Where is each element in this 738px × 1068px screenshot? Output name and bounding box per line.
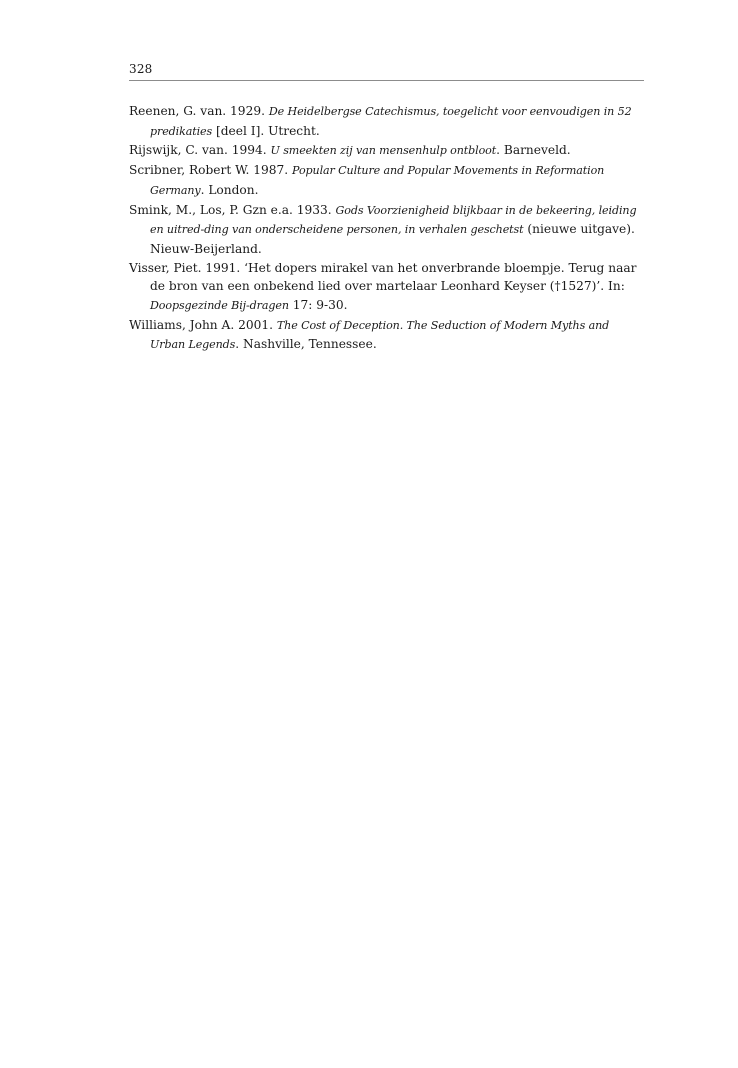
reference-title: Gods Voorzienigheid blijkbaar in de bekeering, leiding en uitred-ding van onderscheidene personen, in verhalen geschetst <box>150 203 637 237</box>
reference-title: The Cost of Deception. The Seduction of Modern Myths and Urban Legends <box>150 318 610 352</box>
reference-entry <box>129 102 644 141</box>
reference-entry <box>129 161 644 200</box>
reference-author-year: Smink, M., Los, P. Gzn e.a. 1933. <box>129 202 336 217</box>
reference-details: (nieuwe uitgave). Nieuw-Beijerland. <box>150 222 635 256</box>
reference-author-year: Reenen, G. van. 1929. <box>129 104 269 118</box>
reference-entry <box>129 259 644 316</box>
reference-details: 17: 9-30. <box>288 298 348 313</box>
reference-author-year: Visser, Piet. 1991. ‘Het dopers mirakel van het onverbrande bloempje. Terug naar de bron van een onbekend lied over martelaar Leonhard Keyser (†1527)’. In: <box>129 260 637 294</box>
reference-author-year: Scribner, Robert W. 1987. <box>129 163 293 178</box>
reference-list <box>129 102 644 355</box>
reference-entry <box>129 316 644 355</box>
page-number: 328 <box>129 62 153 76</box>
reference-title: Popular Culture and Popular Movements in Reformation Germany <box>150 164 605 197</box>
reference-details: [deel I]. Utrecht. <box>212 123 320 138</box>
reference-entry <box>129 141 644 161</box>
reference-entry <box>129 201 644 259</box>
reference-details: . Nashville, Tennessee. <box>235 337 377 352</box>
reference-author-year: Rijswijk, C. van. 1994. <box>129 143 271 158</box>
reference-details: . Barneveld. <box>496 143 571 158</box>
reference-title: De Heidelbergse Catechismus, toegelicht voor eenvoudigen in 52 predikaties <box>150 105 632 138</box>
reference-author-year: Williams, John A. 2001. <box>129 317 277 332</box>
header-rule <box>129 80 644 81</box>
reference-details: . London. <box>200 182 259 197</box>
reference-title: U smeekten zij van mensenhulp ontbloot <box>270 144 497 158</box>
reference-title: Doopsgezinde Bij-dragen <box>150 299 289 313</box>
